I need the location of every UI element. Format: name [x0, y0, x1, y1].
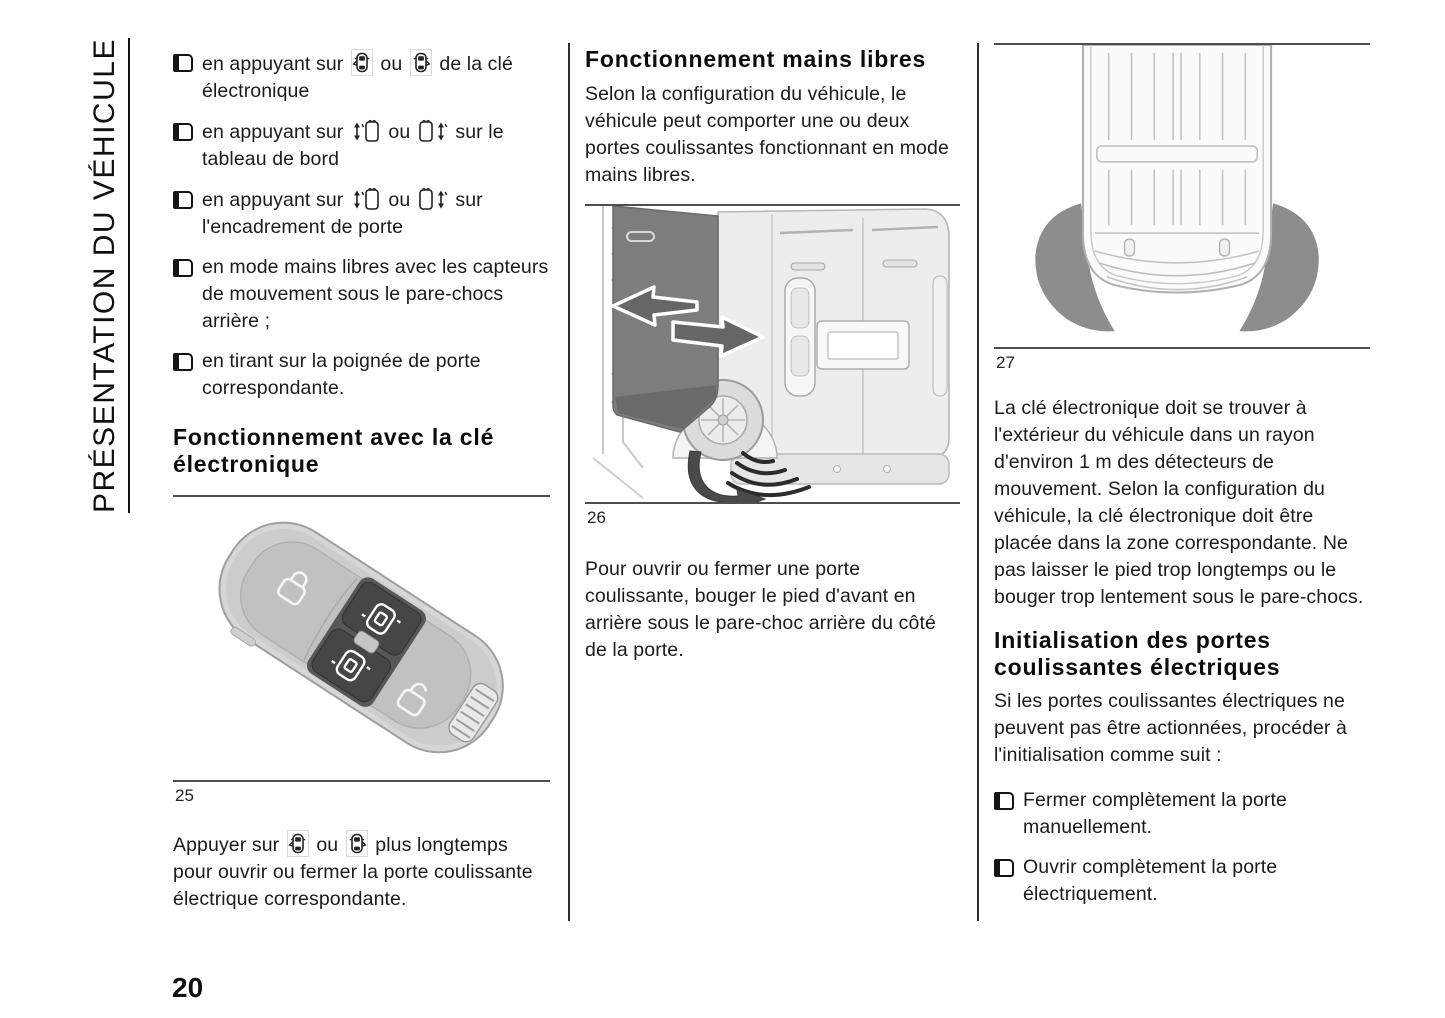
car-top-view-door-open-left-icon — [287, 830, 309, 857]
square-bullet-icon — [173, 259, 193, 277]
bullet-text: de la clé électronique — [202, 53, 513, 102]
figure-key-fob — [173, 497, 550, 780]
van-top-view-illustration — [994, 45, 1370, 347]
paragraph-text: plus longtemps pour ouvrir ou fermer la porte coulissante électrique correspondante. — [173, 834, 533, 910]
figure-number: 25 — [175, 786, 194, 805]
list-item — [994, 854, 1370, 908]
figure-number: 26 — [587, 508, 606, 527]
paragraph: Pour ouvrir ou fermer une porte coulissante, bouger le pied d'avant en arrière sous le pare-choc arrière du côté de la porte. — [585, 558, 936, 661]
sliding-door-button-right-icon — [417, 118, 449, 144]
list-item — [173, 254, 550, 335]
bullet-text: ou — [388, 121, 411, 143]
figure-bottom-rule — [173, 780, 550, 782]
paragraph-text: ou — [316, 834, 339, 856]
paragraph-text: Appuyer sur — [173, 834, 280, 856]
bullet-text: sur le tableau de bord — [202, 121, 504, 170]
sliding-door-button-left-icon — [350, 118, 382, 144]
list-item — [173, 49, 550, 105]
paragraph: Si les portes coulissantes électriques ne peuvent pas être actionnées, procéder à l'initialisation comme suit : — [994, 690, 1347, 766]
square-bullet-icon — [173, 191, 193, 209]
list-item — [173, 348, 550, 402]
bullet-text: en tirant sur la poignée de porte correspondante. — [202, 350, 481, 399]
list-item — [994, 787, 1370, 841]
paragraph: Selon la configuration du véhicule, le véhicule peut comporter une ou deux portes coulissantes fonctionnant en mode mains libres. — [585, 83, 949, 186]
figure-van-sliding-door — [585, 206, 960, 502]
left-column — [173, 43, 550, 913]
bullet-text: en mode mains libres avec les capteurs de mouvement sous le pare-chocs arrière ; — [202, 256, 549, 332]
bullet-text: Ouvrir complètement la porte électriquement. — [1023, 856, 1278, 905]
column-divider — [977, 43, 979, 921]
bullet-text: ou — [380, 53, 403, 75]
sliding-door-button-right-icon — [417, 186, 449, 212]
figure-bottom-rule — [585, 502, 960, 504]
key-fob-illustration — [177, 497, 547, 780]
figure-van-top-view — [994, 45, 1370, 347]
sliding-door-button-left-icon — [350, 186, 382, 212]
bullet-text: sur l'encadrement de porte — [202, 189, 483, 238]
square-bullet-icon — [994, 859, 1014, 877]
car-top-view-door-open-left-icon — [351, 49, 373, 76]
figure-number: 27 — [996, 353, 1015, 372]
paragraph: La clé électronique doit se trouver à l'extérieur du véhicule dans un rayon d'environ 1 m des détecteurs de mouvement. Selon la configuration du véhicule, la clé électronique doit être placée dans la zone correspondante. Ne pas laisser le pied trop longtemps ou le bouger trop lentement sous le pare-chocs. — [994, 397, 1364, 608]
sidebar-chapter-title — [88, 38, 122, 513]
paragraph — [173, 830, 550, 913]
car-top-view-door-open-right-icon — [346, 830, 368, 857]
square-bullet-icon — [173, 353, 193, 371]
list-item — [173, 186, 550, 241]
car-top-view-door-open-right-icon — [410, 49, 432, 76]
bullet-text: en appuyant sur — [202, 121, 344, 143]
section-heading: Initialisation des portes coulissantes électriques — [994, 627, 1281, 680]
page-number: 20 — [172, 972, 204, 1003]
middle-column — [585, 43, 960, 664]
square-bullet-icon — [173, 123, 193, 141]
square-bullet-icon — [994, 792, 1014, 810]
chapter-title-text: PRÉSENTATION DU VÉHICULE — [88, 38, 130, 513]
figure-bottom-rule — [994, 347, 1370, 349]
bullet-text: ou — [388, 189, 411, 211]
column-divider — [568, 43, 570, 921]
list-item — [173, 118, 550, 173]
bullet-text: Fermer complètement la porte manuellement. — [1023, 789, 1287, 838]
bullet-text: en appuyant sur — [202, 53, 344, 75]
section-heading: Fonctionnement mains libres — [585, 46, 927, 72]
right-column — [994, 43, 1370, 921]
square-bullet-icon — [173, 54, 193, 72]
section-heading: Fonctionnement avec la clé électronique — [173, 424, 495, 477]
bullet-text: en appuyant sur — [202, 189, 344, 211]
van-sliding-door-illustration — [585, 206, 960, 502]
